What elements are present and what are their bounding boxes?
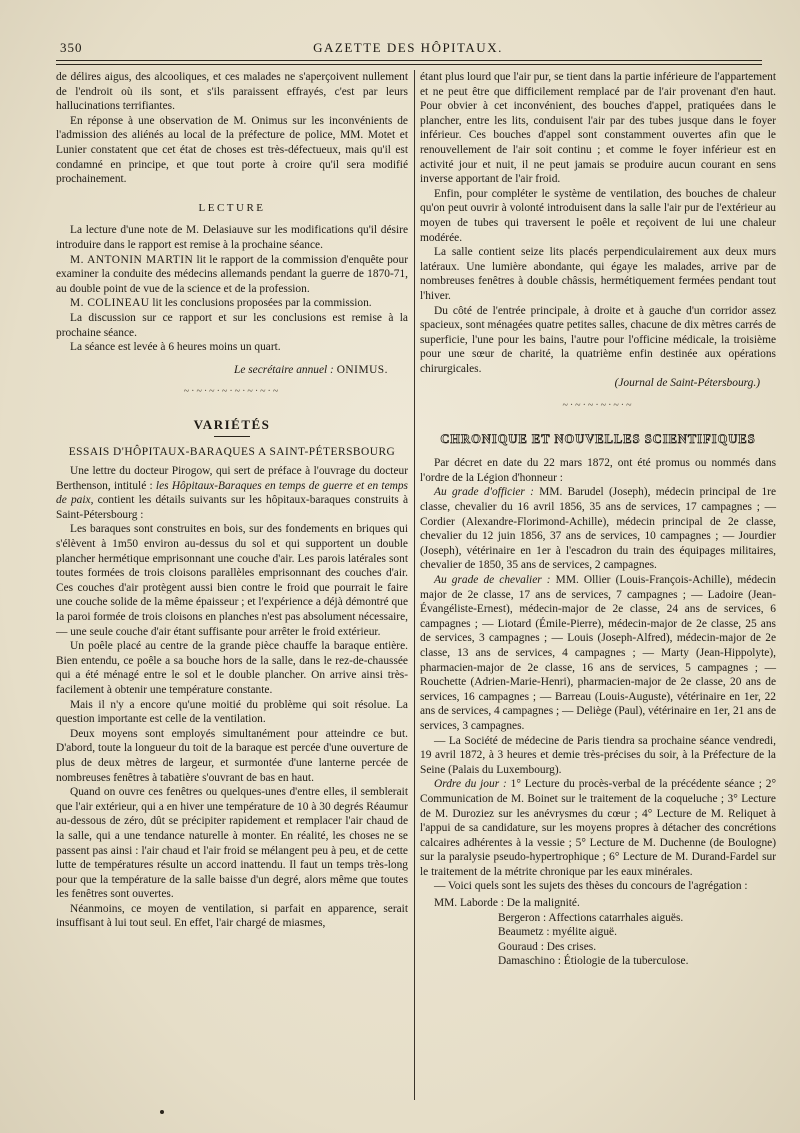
thesis-list [420, 896, 776, 969]
left-column [56, 70, 408, 931]
section-title-chronique: CHRONIQUE ET NOUVELLES SCIENTIFIQUES [440, 431, 756, 446]
list-item: Bergeron : Affections catarrhales aiguës. [498, 911, 684, 924]
page-number: 350 [60, 40, 83, 55]
speaker-name: M. ANTONIN MARTIN [70, 253, 194, 266]
signature: Le secrétaire annuel : ONIMUS. [234, 363, 388, 376]
paragraph: Mais il n'y a encore qu'une moitié du problème qui soit résolue. La question importante est celle de la ventilation. [56, 698, 408, 726]
article-title: ESSAIS D'HÔPITAUX-BARAQUES A SAINT-PÉTERSBOURG [68, 446, 396, 459]
header-rule [56, 60, 762, 61]
list-item: Beaumetz : myélite aiguë. [498, 926, 617, 939]
paragraph: Un poêle placé au centre de la grande pièce chauffe la baraque entière. Bien entendu, ce poêle a sa bouche hors de la salle, dans le rez-de-chaussée qui a été ménagé entre le sol et le double plancher. On arrive ainsi très-facilement à obtenir une température constante. [56, 640, 408, 696]
header-rule-thin [56, 64, 762, 65]
section-title-lecture: LECTURE [198, 201, 266, 214]
paragraph: Les baraques sont construites en bois, sur des fondements en briques qui s'élèvent à 1m50 environ au-dessus du sol et qui supportent un double plancher hermétique emprisonnant une couche d'air. Les parois latérales sont toutes formées de trois cloisons parallèles emprisonnant des couches d'air. Ces couches d'air protègent aussi bien contre le froid que pourrait le faire une couche solide de la même épaisseur ; et l'expérience a déjà démontré que la paroi formée de trois cloisons en planches n'est pas absolument nécessaire, — une seule couche d'air étant suffisante pour arrêter le froid extérieur. [56, 523, 408, 638]
short-rule [214, 436, 250, 437]
source-citation: (Journal de Saint-Pétersbourg.) [614, 377, 760, 390]
paragraph: Au grade d'officier : MM. Barudel (Joseph), médecin principal de 1re classe, chevalier du 16 avril 1856, 35 ans de services, 17 campagnes ; — Cordier (Alexandre-Florimond-Achille), médecin principal de 2e classe, chevalier du 12 juin 1856, 37 ans de services, 10 campagnes ; — Jourdier (Joseph), vétérinaire en 1er à l'escadron du train des équipages militaires, chevalier de 1850, 35 ans de services, 2 campagnes. [420, 486, 777, 572]
paragraph: — La Société de médecine de Paris tiendra sa prochaine séance vendredi, 19 avril 1872, à 3 heures et demie très-précises du soir, à la Préfecture de la Seine (Palais du Luxembourg). [420, 734, 776, 776]
ornament-divider: ~·~·~·~·~·~·~·~ [183, 386, 281, 398]
page-header [56, 38, 760, 62]
list-item: MM. Laborde : De la malignité. [434, 897, 580, 910]
paragraph: Par décret en date du 22 mars 1872, ont été promus ou nommés dans l'ordre de la Légion d'honneur : [420, 457, 776, 484]
journal-title: GAZETTE DES HÔPITAUX. [313, 40, 503, 55]
paragraph: En réponse à une observation de M. Onimus sur les inconvénients de l'admission des aliénés au local de la préfecture de police, MM. Motet et Lunier constatent que cet état de choses est très-défectueux, mais qu'il est condamné en principe, et que tout porte à croire qu'il sera modifié prochainement. [56, 114, 408, 186]
section-title-varietes: VARIÉTÉS [193, 416, 271, 432]
paragraph: Deux moyens sont employés simultanément pour atteindre ce but. D'abord, toute la longueur du toit de la baraque est percée d'une ouverture de plus de deux mètres de largeur, et surmontée d'une lanterne percée de nombreuses fenêtres à tabatière s'ouvrant de bas en haut. [56, 727, 408, 784]
paragraph: M. COLINEAU lit les conclusions proposées par la commission. [70, 297, 372, 310]
paragraph: Enfin, pour compléter le système de ventilation, des bouches de chaleur qu'on peut ouvrir à volonté introduisent dans la salle l'air pur de l'extérieur au moyen de tubes qui traversent le poêle et reçoivent de lui une chaleur modérée. [420, 187, 776, 244]
paragraph: M. ANTONIN MARTIN lit le rapport de la commission d'enquête pour examiner la conduite des médecins allemands pendant la guerre de 1870-71, au double point de vue de la science et de la profession. [56, 253, 408, 295]
paragraph: La discussion sur ce rapport et sur les conclusions est remise à la prochaine séance. [56, 311, 408, 339]
paragraph: — Voici quels sont les sujets des thèses du concours de l'agrégation : [434, 880, 748, 893]
ornament-divider: ~·~·~·~·~·~ [562, 400, 634, 412]
paragraph: Au grade de chevalier : MM. Ollier (Louis-François-Achille), médecin major de 2e classe, 17 ans de services, 7 campagnes ; — Ladoire (Jean-Évangéliste-Ernest), médecin-major de 2e classe, 24 ans de services, 6 campagnes ; — Liotard (Émile-Pierre), médecin-major de 2e classe, 25 ans de services, 3 campagnes ; — Louis (Joseph-Alfred), médecin-major de 2e classe, 13 ans de services, 4 campagnes ; — Marty (Jean-Hippolyte), pharmacien-major de 2e classe, 16 ans de services, 5 campagnes ; — Rouchette (Adrien-Marie-Henri), pharmacien-major de 2e classe, 20 ans de services, 16 campagnes ; — Barreau (Louis-Auguste), vétérinaire en 1er, 22 ans de services, 4 campagnes ; — Deliège (Paul), vétérinaire en 1er, 21 ans de services, 3 campagnes. [420, 574, 776, 732]
paragraph: Du côté de l'entrée principale, à droite et à gauche d'un corridor assez spacieux, sont ménagées quatre petites salles, chacune de dix mètres carrés de superficie, l'une pour les bains, l'autre pour l'officine médicale, la troisième pour une sœur de charité, la quatrième enfin destinée aux opérations chirurgicales. [420, 304, 776, 375]
paragraph: La séance est levée à 6 heures moins un quart. [70, 341, 281, 354]
paragraph: étant plus lourd que l'air pur, se tient dans la partie inférieure de l'appartement et ne peut être que difficilement remplacé par de l'air provenant d'en haut. Pour obvier à cet inconvénient, des bouches d'appel, pratiquées dans le plancher, entre les lits, conduisent l'air par des tubes jusque dans le foyer inférieur. Ces bouches d'appel sont constamment ouvertes afin que le renouvellement de l'air soit continu ; et comme le foyer inférieur est en activité jour et nuit, il ne peut jamais se produire aucun courant en sens inverse apportant de l'air froid. [420, 71, 776, 186]
speaker-name: M. COLINEAU [70, 297, 150, 310]
paragraph: Néanmoins, ce moyen de ventilation, si parfait en apparence, serait insuffisant à lui tout seul. En effet, l'air chargé de miasmes, [56, 902, 408, 930]
paragraph: Quand on ouvre ces fenêtres ou quelques-unes d'entre elles, il semblerait que l'air extérieur, qui a en hiver une température de 10 à 30 degrés Réaumur au-dessous de zéro, dût se précipiter rapidement et remplacer l'air chaud de la salle, qui a une tendance naturelle à monter. En réalité, les choses ne se passent pas ainsi : l'air chaud et l'air froid se mélangent peu à peu, et de cette lutte de températures résulte un accord inattendu. Il faut un temps très-long pour que la température de la salle baisse d'un degré, alors même que toutes les fenêtres sont ouvertes. [56, 786, 408, 901]
paragraph: La lecture d'une note de M. Delasiauve sur les modifications qu'il désire introduire dans le rapport est remise à la prochaine séance. [56, 224, 408, 251]
ink-spot [160, 1110, 164, 1114]
paragraph: Ordre du jour : 1° Lecture du procès-verbal de la précédente séance ; 2° Communication de M. Boinet sur le traitement de la coqueluche ; 3° Lecture de M. Duroziez sur les anévrysmes du cœur ; 4° Lecture de M. Reliquet à l'appui de sa candidature, sur les moyens propres à détacher des concrétions calcaires adhérentes à la vessie ; 5° Lecture de M. Duchenne (de Boulogne) sur la paralysie pseudo-hypertrophique ; 6° Lecture de M. Durand-Fardel sur le traitement de la métrite chronique par les eaux minérales. [420, 778, 776, 878]
column-divider [414, 70, 415, 1100]
list-item: Damaschino : Étiologie de la tuberculose. [498, 955, 689, 968]
paragraph: Une lettre du docteur Pirogow, qui sert de préface à l'ouvrage du docteur Berthenson, intitulé : les Hôpitaux-Baraques en temps de guerre et en temps de paix, contient les détails suivants sur les hôpitaux-baraques construits à Saint-Pétersbourg : [56, 465, 409, 521]
list-item: Gouraud : Des crises. [498, 940, 597, 953]
paragraph: La salle contient seize lits placés perpendiculairement aux deux murs latéraux. Une lumière abondante, qui égaye les malades, arrive par de nombreuses fenêtres à double châssis, hermétiquement fermées pendant tout l'hiver. [420, 246, 776, 302]
paragraph: de délires aigus, des alcooliques, et ces malades ne s'aperçoivent nullement de l'endroit où ils sont, et s'ils paraissent effrayés, c'est par leurs hallucinations terrifiantes. [56, 71, 408, 113]
right-column [420, 70, 776, 969]
